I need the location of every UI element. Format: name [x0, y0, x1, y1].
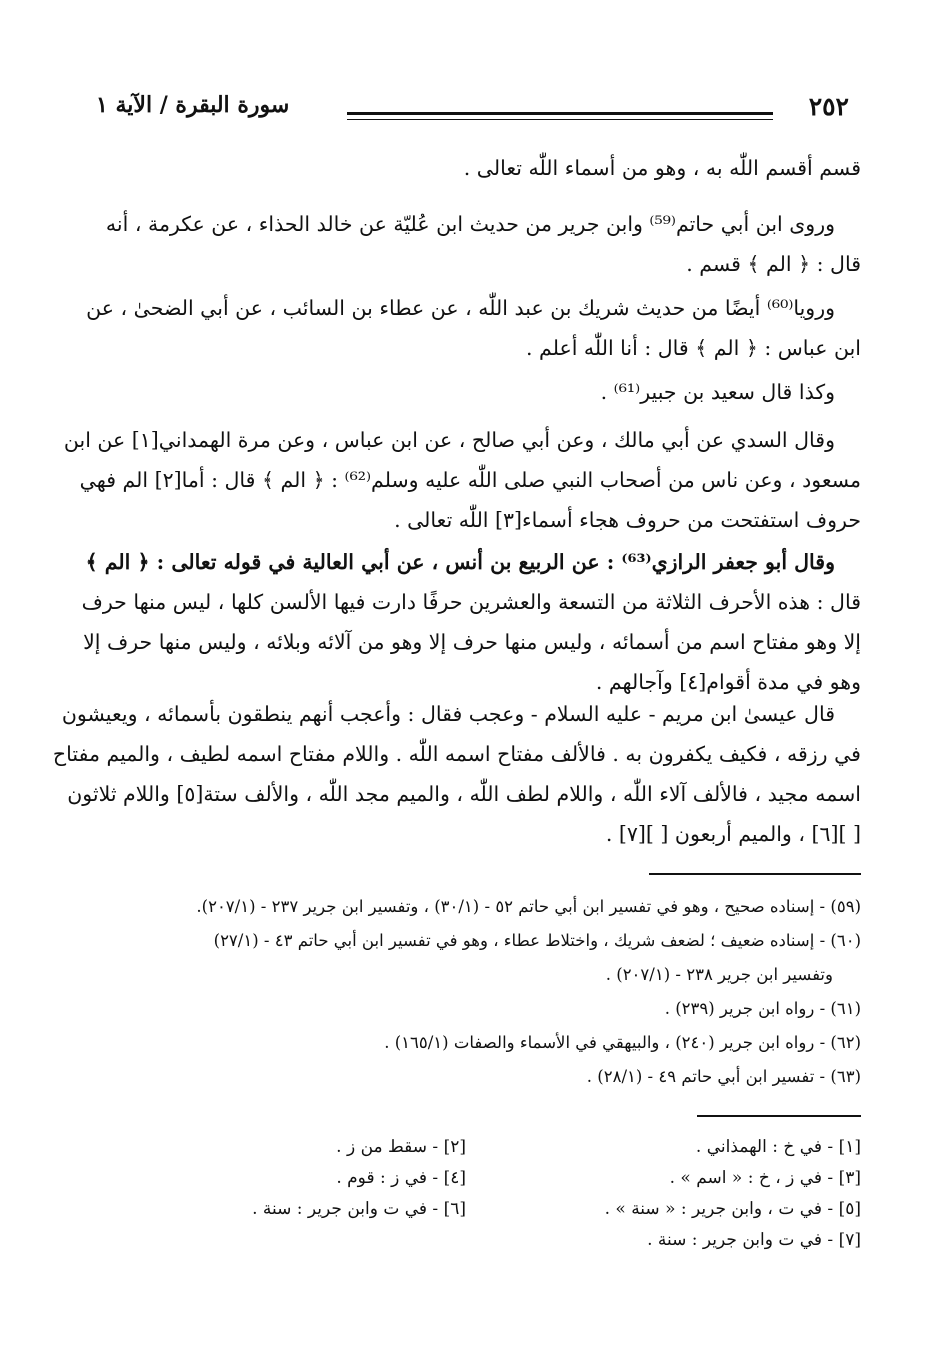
text-line: قسم أقسم اللّٰه به ، وهو من أسماء اللّٰه تعالى .: [463, 156, 861, 180]
footnote-62: (٦٢) - رواه ابن جرير (٢٤٠) ، والبيهقي في الأسماء والصفات (١٦٥/١) .: [384, 1033, 861, 1052]
text-line: ابن عباس : ﴿ الم ﴾ قال : أنا اللّٰه أعلم .: [526, 336, 861, 360]
variant-row: [71, 1132, 861, 1163]
text-line: وكذا قال سعيد بن جبير⁽⁶¹⁾ .: [600, 380, 835, 404]
paragraph-5: [63, 420, 861, 540]
footnote-60-continuation: وتفسير ابن جرير ٢٣٨ - (٢٠٧/١) .: [605, 965, 833, 984]
paragraph-4: [81, 372, 861, 412]
footnote-59: (٥٩) - إسناده صحيح ، وهو في تفسير ابن أبي حاتم ٥٢ - (٣٠/١) ، وتفسير ابن جرير ٢٣٧ - (٢٠٧/١).: [196, 897, 861, 916]
text-line: حروف استفتحت من حروف هجاء أسماء[٣] اللّٰه تعالى .: [394, 508, 861, 532]
variant-notes: [71, 1132, 861, 1256]
footnote-63: (٦٣) - تفسير ابن أبي حاتم ٤٩ - (٢٨/١) .: [586, 1067, 861, 1086]
header-rule-thin: [347, 119, 773, 120]
text-line: قال عيسىٰ ابن مريم - عليه السلام - وعجب فقال : وأعجب أنهم ينطقون بأسمائه ، ويعيشون: [61, 702, 835, 726]
footnote-61: (٦١) - رواه ابن جرير (٢٣٩) .: [664, 999, 861, 1018]
header-rule: [347, 112, 773, 115]
variant-row: [71, 1163, 861, 1194]
variant-note-1: [١] - في خ : الهمذاني .: [695, 1137, 861, 1157]
text-line: اسمه مجيد ، فالألف آلاء اللّٰه ، واللام لطف اللّٰه ، والميم مجد اللّٰه ، والألف ستة[٥] واللام ثلاثون: [67, 782, 861, 806]
text-line: وقال أبو جعفر الرازي⁽⁶³⁾ : عن الربيع بن أنس ، عن أبي العالية في قوله تعالى : ﴿ الم ﴾: [85, 550, 835, 574]
text-line: وهو في مدة أقوام[٤] وآجالهم .: [595, 670, 861, 694]
text-line: في رزقه ، فكيف يكفرون به . فالألف مفتاح اسمه اللّٰه . واللام مفتاح اسمه لطيف ، والميم مفتاح: [52, 742, 861, 766]
variant-row: [71, 1225, 861, 1256]
text-line: ورويا⁽⁶⁰⁾ أيضًا من حديث شريك بن عبد اللّٰه ، عن عطاء بن السائب ، عن أبي الضحىٰ ، عن: [86, 296, 835, 320]
text-line: مسعود ، وعن ناس من أصحاب النبي صلى اللّٰه عليه وسلم⁽⁶²⁾ : ﴿ الم ﴾ قال : أما[٢] الم فهي: [79, 468, 861, 492]
variant-note-3: [٣] - في ز ، خ : « اسم » .: [669, 1168, 861, 1188]
paragraph-1: [81, 148, 861, 188]
variant-note-5: [٥] - في ت ، وابن جرير : « سنة » .: [604, 1199, 861, 1219]
paragraph-3: [81, 288, 861, 368]
variant-note-7: [٧] - في ت وابن جرير : سنة .: [647, 1230, 861, 1250]
variant-note-2: [٢] - سقط من ز .: [336, 1137, 466, 1157]
text-line: وقال السدي عن أبي مالك ، وعن أبي صالح ، عن ابن عباس ، وعن مرة الهمداني[١] عن ابن: [63, 428, 835, 452]
text-line: وروى ابن أبي حاتم⁽⁵⁹⁾ وابن جرير من حديث ابن عُليّة عن خالد الحذاء ، عن عكرمة ، أنه: [105, 212, 835, 236]
footnotes: [71, 890, 861, 1094]
variant-note-6: [٦] - في ت وابن جرير : سنة .: [252, 1199, 466, 1219]
paragraph-6: [81, 542, 861, 702]
page-number: ٢٥٢: [808, 92, 849, 121]
variants-separator: [697, 1115, 861, 1117]
running-title: سورة البقرة / الآية ١: [96, 92, 290, 118]
paragraph-2: [81, 204, 861, 284]
text-line: قال : ﴿ الم ﴾ قسم .: [686, 252, 861, 276]
text-line: قال : هذه الأحرف الثلاثة من التسعة والعشرين حرفًا دارت فيها الألسن كلها ، ليس منها حرف: [81, 590, 861, 614]
footnote-60: (٦٠) - إسناده ضعيف ؛ لضعف شريك ، واختلاط عطاء ، وهو في تفسير ابن أبي حاتم ٤٣ - (٢٧/١): [213, 931, 861, 950]
paragraph-7: [52, 694, 861, 854]
variant-note-4: [٤] - في ز : قوم .: [336, 1168, 466, 1188]
footnote-separator: [649, 873, 861, 875]
text-line: [ ][٦] ، والميم أربعون [ ][٧] .: [605, 822, 861, 846]
variant-note-empty: [71, 1225, 466, 1256]
variant-row: [71, 1194, 861, 1225]
text-line: إلا وهو مفتاح اسم من أسمائه ، وليس منها حرف إلا وهو من آلائه وبلائه ، وليس منها حرف إلا: [83, 630, 861, 654]
